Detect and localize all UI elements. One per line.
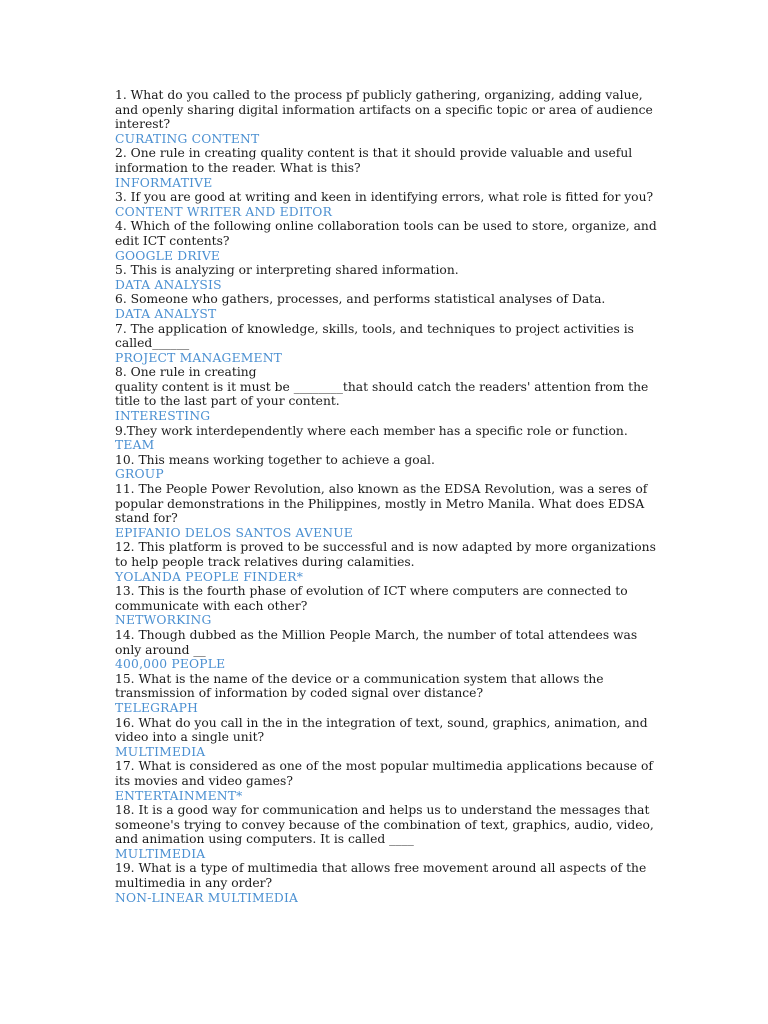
qa-item-14 [115,628,660,672]
qa-item-6 [115,292,660,321]
question-11: 11. The People Power Revolution, also known as the EDSA Revolution, was a seres of popular demonstrations in the Philippines, mostly in Metro Manila. What does EDSA stand for? [115,482,648,526]
answer-1: CURATING CONTENT [115,131,260,146]
question-10: 10. This means working together to achieve a goal. [115,452,435,467]
qa-item-10 [115,453,660,482]
answer-18: MULTIMEDIA [115,846,206,861]
answer-2: INFORMATIVE [115,175,213,190]
question-7: 7. The application of knowledge, skills, tools, and techniques to project activities is called______ [115,321,634,351]
question-15: 15. What is the name of the device or a communication system that allows the transmission of information by coded signal over distance? [115,671,604,701]
question-5: 5. This is analyzing or interpreting shared information. [115,263,459,278]
question-19: 19. What is a type of multimedia that allows free movement around all aspects of the multimedia in any order? [115,861,647,891]
question-17: 17. What is considered as one of the most popular multimedia applications because of its movies and video games? [115,759,653,788]
answer-8: INTERESTING [115,409,211,424]
answer-19: NON-LINEAR MULTIMEDIA [115,890,299,905]
qa-item-1 [115,88,660,146]
qa-item-12 [115,540,660,584]
qa-item-2 [115,146,660,190]
answer-3: CONTENT WRITER AND EDITOR [115,204,333,219]
question-2: 2. One rule in creating quality content is that it should provide valuable and useful information to the reader. What is this? [115,146,633,175]
question-18: 18. It is a good way for communication and helps us to understand the messages that someone's trying to convey because of the combination of text, graphics, audio, video, and animation using computers. It is called ____ [115,803,654,847]
question-1: 1. What do you called to the process pf publicly gathering, organizing, adding value, and openly sharing digital information artifacts on a specific topic or area of audience interest? [115,88,653,132]
answer-7: PROJECT MANAGEMENT [115,350,283,365]
answer-11: EPIFANIO DELOS SANTOS AVENUE [115,525,353,540]
quiz-content [115,88,660,905]
answer-6: DATA ANALYST [115,306,217,321]
question-14: 14. Though dubbed as the Million People March, the number of total attendees was only around __ [115,627,638,657]
answer-5: DATA ANALYSIS [115,277,222,292]
answer-17: ENTERTAINMENT* [115,788,243,803]
question-12: 12. This platform is proved to be successful and is now adapted by more organizations to help people track relatives during calamities. [115,540,656,569]
question-16: 16. What do you call in the in the integration of text, sound, graphics, animation, and video into a single unit? [115,715,648,745]
qa-item-4 [115,219,660,263]
qa-item-8 [115,365,660,423]
qa-item-5 [115,263,660,292]
answer-15: TELEGRAPH [115,700,199,715]
question-3: 3. If you are good at writing and keen in identifying errors, what role is fitted for you? [115,190,654,205]
qa-item-16 [115,716,660,760]
qa-item-13 [115,584,660,628]
answer-16: MULTIMEDIA [115,744,206,759]
qa-item-18 [115,803,660,861]
answer-9: TEAM [115,438,155,453]
answer-10: GROUP [115,467,164,482]
qa-item-7 [115,322,660,366]
question-13: 13. This is the fourth phase of evolution of ICT where computers are connected to communicate with each other? [115,584,628,613]
question-9: 9.They work interdependently where each member has a specific role or function. [115,423,628,438]
answer-14: 400,000 PEOPLE [115,657,226,672]
qa-item-17 [115,759,660,803]
answer-4: GOOGLE DRIVE [115,248,221,263]
question-6: 6. Someone who gathers, processes, and performs statistical analyses of Data. [115,292,606,307]
qa-item-9 [115,424,660,453]
answer-13: NETWORKING [115,613,212,628]
question-4: 4. Which of the following online collaboration tools can be used to store, organize, and edit ICT contents? [115,219,657,248]
question-8: 8. One rule in creating quality content is it must be ________that should catch the readers' attention from the title to the last part of your content. [115,365,649,409]
answer-12: YOLANDA PEOPLE FINDER* [115,569,304,584]
qa-item-3 [115,190,660,219]
qa-item-15 [115,672,660,716]
qa-item-19 [115,861,660,905]
qa-item-11 [115,482,660,540]
